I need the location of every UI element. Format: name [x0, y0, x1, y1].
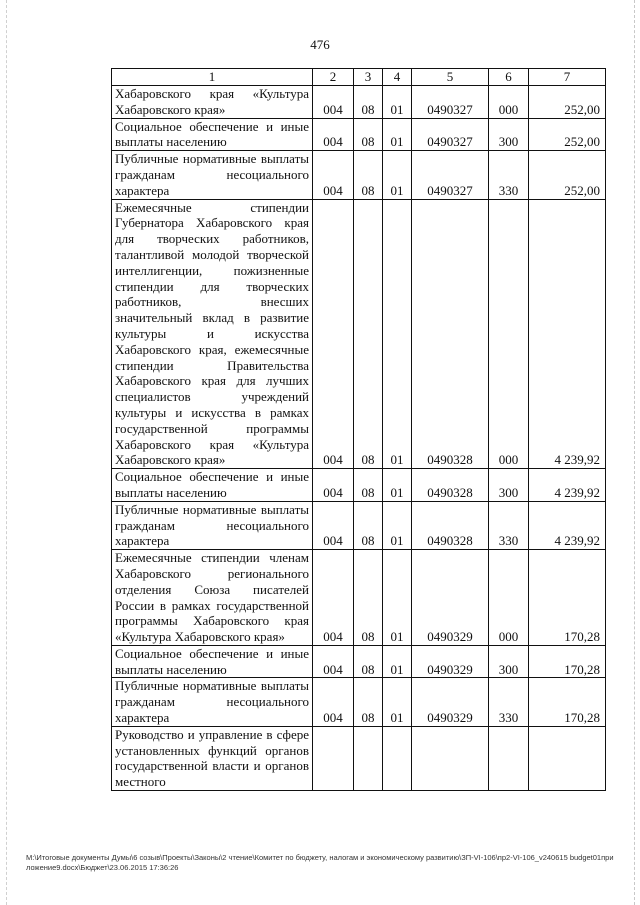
row-name-cell: Ежемесячные стипендии Губернатора Хабаровского края для творческих работников, талантливой молодой творческой интеллигенции, пожизненные стипендии для творческих работников, внесших значительный вклад в развитие культуры и искусства Хабаровского края, ежемесячные стипендии Правительства Хабаровского края для лучших специалистов учреждений культуры и искусства в рамках государственной программы Хабаровского края «Культура Хабаровского края» — [112, 199, 313, 469]
item-cell: 01 — [383, 199, 412, 469]
table-row — [112, 151, 606, 199]
target-article-cell: 0490329 — [412, 678, 489, 726]
row-name-cell: Социальное обеспечение и иные выплаты населению — [112, 118, 313, 151]
item-cell: 01 — [383, 550, 412, 646]
header-cell: 1 — [112, 69, 313, 86]
header-cell: 3 — [354, 69, 383, 86]
row-name-cell: Хабаровского края «Культура Хабаровского края» — [112, 86, 313, 119]
expense-type-cell: 000 — [489, 86, 529, 119]
item-cell: 01 — [383, 501, 412, 549]
row-name-cell: Публичные нормативные выплаты гражданам несоциального характера — [112, 678, 313, 726]
section-code-cell: 004 — [313, 199, 354, 469]
target-article-cell: 0490328 — [412, 469, 489, 502]
table-row — [112, 678, 606, 726]
section-code-cell: 004 — [313, 469, 354, 502]
table-row — [112, 199, 606, 469]
amount-cell: 4 239,92 — [529, 199, 606, 469]
amount-cell — [529, 726, 606, 790]
expense-type-cell: 000 — [489, 199, 529, 469]
subsection-cell: 08 — [354, 645, 383, 678]
table-row — [112, 550, 606, 646]
amount-cell: 170,28 — [529, 550, 606, 646]
target-article-cell: 0490327 — [412, 151, 489, 199]
target-article-cell: 0490327 — [412, 86, 489, 119]
header-cell: 6 — [489, 69, 529, 86]
section-code-cell: 004 — [313, 118, 354, 151]
subsection-cell — [354, 726, 383, 790]
file-path-footer: M:\Итоговые документы Думы\6 созыв\Проекты\Законы\2 чтение\Комитет по бюджету, налогам и экономическому развитию\ЗП-VI-106\пр2-VI-106_v240615 budget01приложение9.docx\Бюджет\23.06.2015 17:36:26 — [26, 853, 614, 872]
item-cell: 01 — [383, 118, 412, 151]
table-row — [112, 501, 606, 549]
target-article-cell: 0490327 — [412, 118, 489, 151]
expense-type-cell — [489, 726, 529, 790]
section-code-cell: 004 — [313, 678, 354, 726]
table-row — [112, 726, 606, 790]
scan-edge-left — [6, 0, 7, 905]
amount-cell: 170,28 — [529, 678, 606, 726]
section-code-cell: 004 — [313, 86, 354, 119]
target-article-cell: 0490328 — [412, 199, 489, 469]
target-article-cell: 0490329 — [412, 550, 489, 646]
amount-cell: 252,00 — [529, 118, 606, 151]
subsection-cell: 08 — [354, 118, 383, 151]
table-row — [112, 86, 606, 119]
section-code-cell: 004 — [313, 550, 354, 646]
subsection-cell: 08 — [354, 151, 383, 199]
item-cell: 01 — [383, 645, 412, 678]
target-article-cell: 0490329 — [412, 645, 489, 678]
expense-type-cell: 300 — [489, 645, 529, 678]
subsection-cell: 08 — [354, 199, 383, 469]
item-cell — [383, 726, 412, 790]
section-code-cell — [313, 726, 354, 790]
amount-cell: 170,28 — [529, 645, 606, 678]
section-code-cell: 004 — [313, 501, 354, 549]
amount-cell: 252,00 — [529, 86, 606, 119]
expense-type-cell: 330 — [489, 678, 529, 726]
scan-edge-right — [634, 0, 635, 905]
amount-cell: 252,00 — [529, 151, 606, 199]
expense-type-cell: 300 — [489, 118, 529, 151]
item-cell: 01 — [383, 86, 412, 119]
target-article-cell: 0490328 — [412, 501, 489, 549]
section-code-cell: 004 — [313, 645, 354, 678]
row-name-cell: Социальное обеспечение и иные выплаты населению — [112, 469, 313, 502]
subsection-cell: 08 — [354, 501, 383, 549]
amount-cell: 4 239,92 — [529, 469, 606, 502]
item-cell: 01 — [383, 678, 412, 726]
subsection-cell: 08 — [354, 86, 383, 119]
table-row — [112, 469, 606, 502]
item-cell: 01 — [383, 151, 412, 199]
header-cell: 7 — [529, 69, 606, 86]
budget-table — [111, 68, 606, 791]
expense-type-cell: 000 — [489, 550, 529, 646]
header-cell: 5 — [412, 69, 489, 86]
page-number: 476 — [310, 37, 330, 52]
subsection-cell: 08 — [354, 469, 383, 502]
row-name-cell: Публичные нормативные выплаты гражданам несоциального характера — [112, 151, 313, 199]
row-name-cell: Ежемесячные стипендии членам Хабаровского регионального отделения Союза писателей России в рамках государственной программы Хабаровского края «Культура Хабаровского края» — [112, 550, 313, 646]
header-cell: 2 — [313, 69, 354, 86]
row-name-cell: Руководство и управление в сфере установленных функций органов государственной власти и органов местного — [112, 726, 313, 790]
item-cell: 01 — [383, 469, 412, 502]
target-article-cell — [412, 726, 489, 790]
row-name-cell: Публичные нормативные выплаты гражданам несоциального характера — [112, 501, 313, 549]
table-header-row — [112, 69, 606, 86]
amount-cell: 4 239,92 — [529, 501, 606, 549]
table-row — [112, 645, 606, 678]
expense-type-cell: 330 — [489, 151, 529, 199]
expense-type-cell: 330 — [489, 501, 529, 549]
section-code-cell: 004 — [313, 151, 354, 199]
row-name-cell: Социальное обеспечение и иные выплаты населению — [112, 645, 313, 678]
subsection-cell: 08 — [354, 550, 383, 646]
subsection-cell: 08 — [354, 678, 383, 726]
expense-type-cell: 300 — [489, 469, 529, 502]
header-cell: 4 — [383, 69, 412, 86]
table-row — [112, 118, 606, 151]
